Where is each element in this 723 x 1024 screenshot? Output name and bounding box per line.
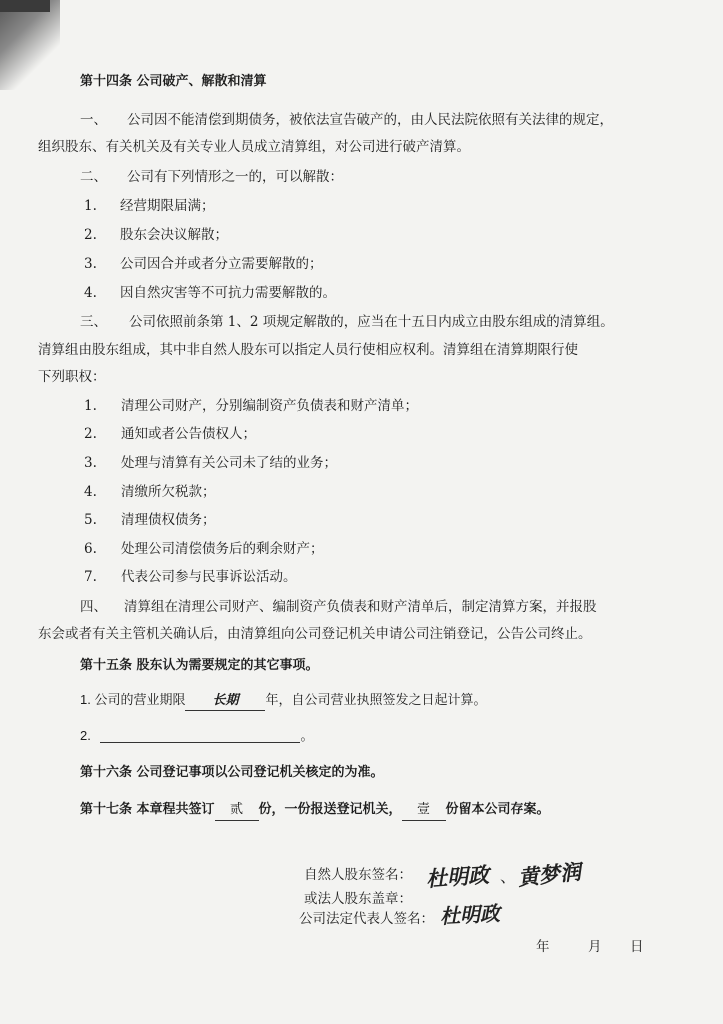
clause-3-num: 三、 — [80, 314, 107, 330]
list-item: 通知或者公告债权人； — [121, 426, 256, 442]
clause-2-num: 二、 — [80, 169, 107, 185]
list-item-num: 4. — [84, 285, 97, 301]
list-item: 处理公司清偿债务后的剩余财产； — [121, 541, 324, 557]
article-15-item-1 — [80, 690, 486, 711]
list-item: 清缴所欠税款； — [121, 484, 216, 500]
item-2-prefix: 2. — [80, 728, 91, 743]
term-suffix: 年，自公司营业执照签发之日起计算。 — [265, 692, 487, 707]
natural-person-signature-label: 自然人股东签名： — [304, 867, 412, 883]
clause-3-line-1: 公司依照前条第 1、2 项规定解散的，应当在十五日内成立由股东组成的清算组。 — [129, 314, 614, 330]
list-item-num: 1. — [84, 198, 97, 214]
list-item-num: 3. — [84, 455, 97, 471]
item-2-suffix: 。 — [300, 728, 314, 743]
signature-2: 黄梦润 — [516, 858, 582, 891]
clause-4-line-1: 清算组在清理公司财产、编制资产负债表和财产清单后，制定清算方案，并报股 — [124, 599, 597, 615]
list-item-num: 1. — [84, 398, 97, 414]
article-17-middle: 份，一份报送登记机关， — [258, 802, 402, 817]
article-16-title: 第十六条 公司登记事项以公司登记机关核定的为准。 — [80, 765, 384, 780]
date-day: 日 — [630, 939, 644, 955]
legal-representative-label: 公司法定代表人签名： — [299, 911, 434, 927]
article-15-title: 第十五条 股东认为需要规定的其它事项。 — [80, 658, 319, 673]
list-item: 公司因合并或者分立需要解散的； — [120, 256, 323, 272]
term-prefix: 1. 公司的营业期限 — [80, 692, 186, 707]
signature-1: 杜明政 — [425, 862, 490, 892]
item-2-blank — [100, 727, 300, 743]
list-item-num: 4. — [84, 484, 97, 500]
list-item: 代表公司参与民事诉讼活动。 — [121, 569, 297, 585]
clause-1-num: 一、 — [80, 112, 107, 128]
list-item: 经营期限届满； — [120, 198, 215, 214]
legal-representative-signature — [436, 898, 516, 932]
scan-corner-shadow — [0, 0, 60, 90]
article-17-prefix: 第十七条 本章程共签订 — [80, 802, 215, 817]
list-item: 股东会决议解散； — [120, 227, 228, 243]
list-item: 清理公司财产，分别编制资产负债表和财产清单； — [121, 398, 418, 414]
legal-rep-sig-text: 杜明政 — [439, 901, 501, 929]
clause-1-line-1: 公司因不能清偿到期债务，被依法宣告破产的，由人民法院依照有关法律的规定， — [127, 112, 613, 128]
date-year: 年 — [536, 939, 550, 955]
date-month: 月 — [588, 939, 602, 955]
article-15-item-2 — [80, 726, 313, 746]
list-item-num: 5. — [84, 512, 97, 528]
clause-3-line-3: 下列职权： — [38, 369, 106, 385]
list-item: 清理债权债务； — [121, 512, 216, 528]
clause-1-line-2: 组织股东、有关机关及有关专业人员成立清算组，对公司进行破产清算。 — [38, 139, 470, 155]
kept-count: 壹 — [402, 800, 446, 821]
copies-count: 贰 — [215, 800, 259, 821]
business-term-value: 长期 — [185, 690, 265, 711]
natural-person-signatures — [420, 856, 600, 896]
article-17-suffix: 份留本公司存案。 — [445, 802, 550, 817]
article-17 — [80, 800, 550, 821]
list-item-num: 6. — [84, 541, 97, 557]
legal-person-seal-label: 或法人股东盖章： — [304, 891, 412, 907]
list-item: 处理与清算有关公司未了结的业务； — [121, 455, 337, 471]
list-item-num: 3. — [84, 256, 97, 272]
clause-2-text: 公司有下列情形之一的，可以解散： — [127, 169, 343, 185]
list-item-num: 2. — [84, 227, 97, 243]
clause-3-line-2: 清算组由股东组成，其中非自然人股东可以指定人员行使相应权利。清算组在清算期限行使 — [38, 342, 578, 358]
clause-4-line-2: 东会或者有关主管机关确认后，由清算组向公司登记机关申请公司注销登记，公告公司终止。 — [38, 626, 592, 642]
list-item-num: 2. — [84, 426, 97, 442]
list-item: 因自然灾害等不可抗力需要解散的。 — [120, 285, 336, 301]
clause-4-num: 四、 — [80, 599, 107, 615]
list-item-num: 7. — [84, 569, 97, 585]
article-14-title: 第十四条 公司破产、解散和清算 — [80, 74, 267, 89]
signature-separator: 、 — [500, 867, 517, 886]
scan-corner-edge — [0, 0, 50, 12]
